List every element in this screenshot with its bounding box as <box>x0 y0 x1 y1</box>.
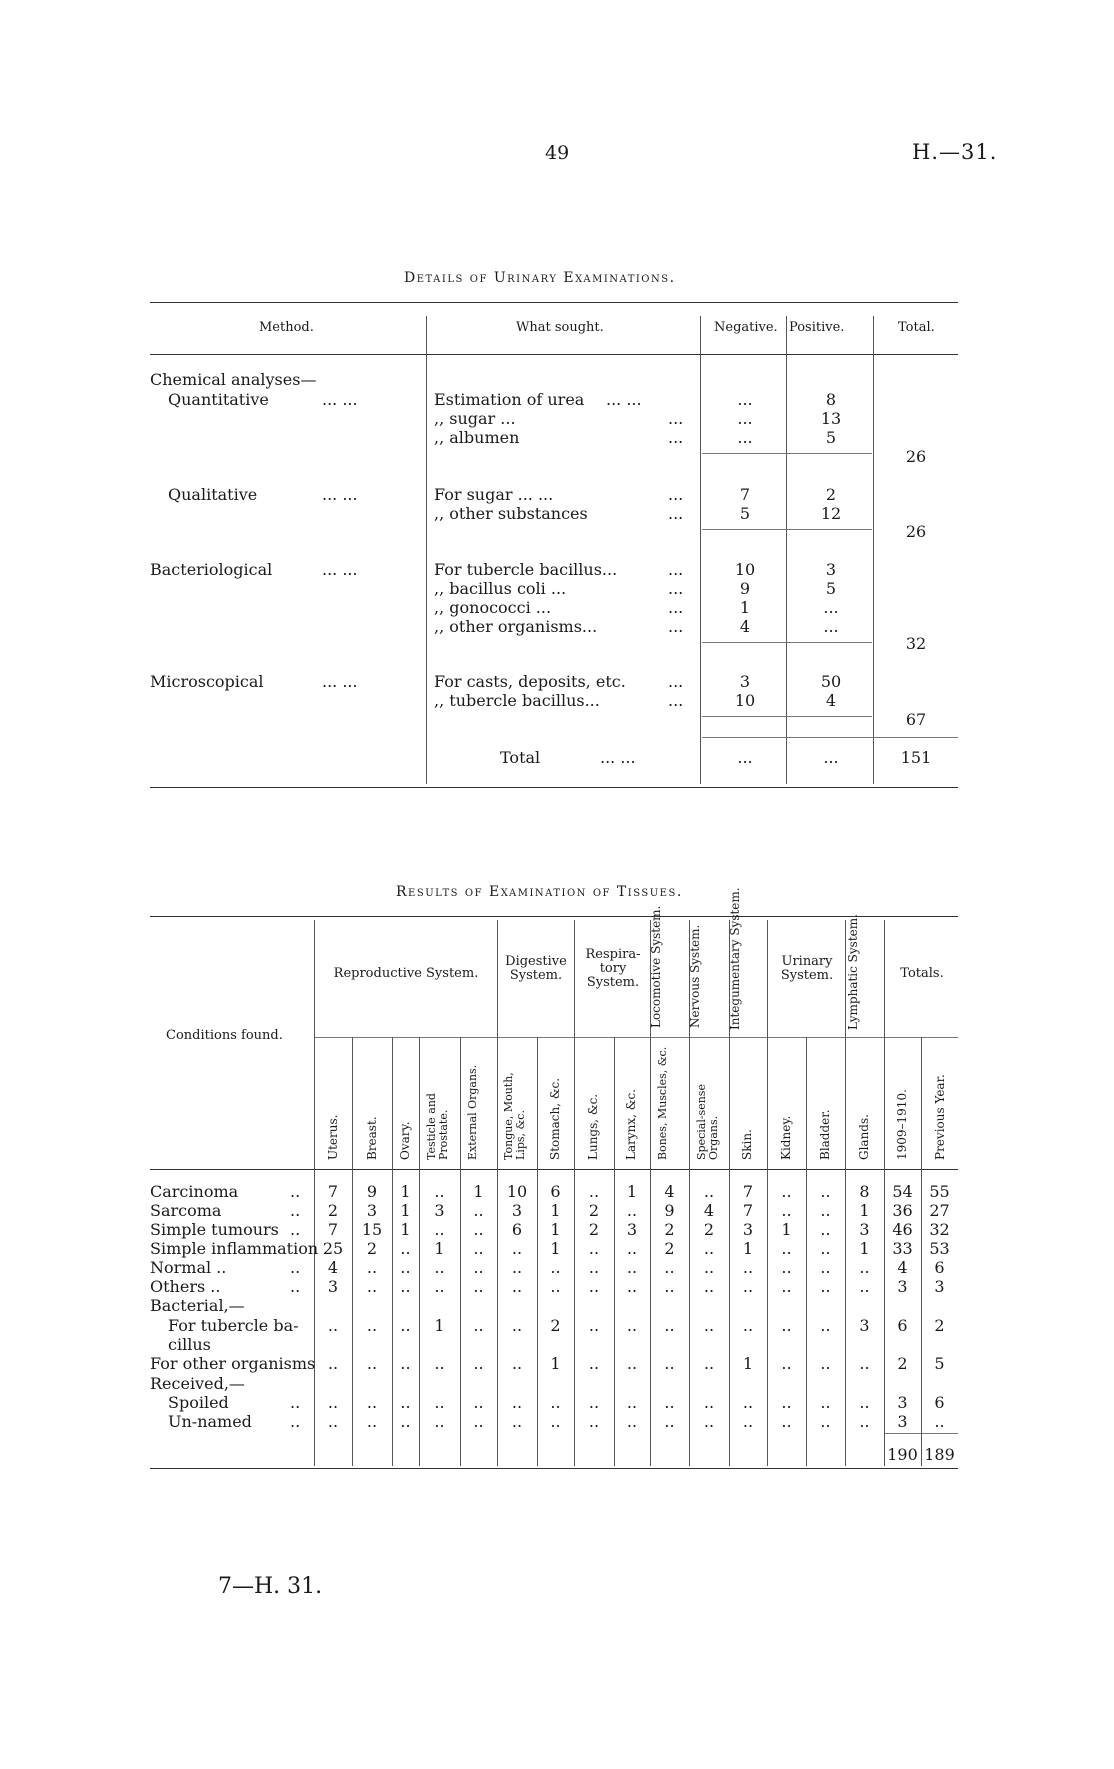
table-cell: 4 <box>327 1258 339 1277</box>
table-cell: 2 <box>550 1316 561 1335</box>
table-cell: .. <box>703 1258 715 1277</box>
table-cell: .. <box>781 1258 792 1277</box>
table-cell: 6 <box>550 1182 561 1201</box>
table-cell: 7 <box>327 1220 339 1239</box>
table-cell: .. <box>781 1182 792 1201</box>
table-cell: .. <box>400 1239 411 1258</box>
table-cell: .. <box>626 1277 638 1296</box>
leader-dots: ... <box>668 409 684 428</box>
leader-dots: ... <box>668 617 684 636</box>
what-sought: For casts, deposits, etc. <box>434 672 626 691</box>
table-cell: .. <box>934 1412 945 1431</box>
table-cell: 6 <box>897 1316 908 1335</box>
table-cell: .. <box>626 1201 638 1220</box>
leader-dots: ... ... <box>322 390 358 409</box>
positive-value: 3 <box>825 560 837 579</box>
column-header: Testicle and Prostate. <box>425 1093 450 1160</box>
table-cell: .. <box>820 1393 831 1412</box>
what-sought: ,, tubercle bacillus... <box>434 691 600 710</box>
leader-dots: ... ... <box>322 560 358 579</box>
table-cell: .. <box>434 1412 445 1431</box>
table-cell: .. <box>664 1258 675 1277</box>
table-cell: .. <box>664 1354 675 1373</box>
table-cell: .. <box>626 1354 638 1373</box>
table-cell: 1 <box>434 1239 445 1258</box>
table-cell: 2 <box>897 1354 908 1373</box>
table-cell: 2 <box>588 1220 600 1239</box>
table-cell: 1 <box>550 1201 561 1220</box>
table-cell: .. <box>473 1201 484 1220</box>
method-label: Qualitative <box>168 485 258 504</box>
leader-dots: .. <box>290 1220 301 1239</box>
table-cell: 5 <box>934 1354 945 1373</box>
table-cell: .. <box>664 1412 675 1431</box>
table-cell: .. <box>820 1239 831 1258</box>
header-conditions-found: Conditions found. <box>166 1028 283 1043</box>
table-cell: .. <box>742 1277 754 1296</box>
leader-dots: .. <box>290 1201 301 1220</box>
method-label: Quantitative <box>168 390 269 409</box>
table-cell: .. <box>703 1412 715 1431</box>
table-cell: 1 <box>781 1220 792 1239</box>
what-sought: ,, gonococci ... <box>434 598 552 617</box>
leader-dots: ... <box>668 579 684 598</box>
table-cell: 1 <box>742 1239 754 1258</box>
table-cell: .. <box>626 1316 638 1335</box>
positive-value: 2 <box>825 485 837 504</box>
what-sought: ,, albumen <box>434 428 520 447</box>
table-cell: .. <box>781 1354 792 1373</box>
column-header: Glands. <box>857 1114 871 1160</box>
table-cell: .. <box>588 1412 600 1431</box>
leader-dots: ... <box>668 485 684 504</box>
group-total: 32 <box>905 634 927 653</box>
table-cell: 1 <box>742 1354 754 1373</box>
negative-value: 4 <box>739 617 751 636</box>
table-cell: .. <box>820 1220 831 1239</box>
positive-value: 8 <box>825 390 837 409</box>
table-cell: 2 <box>588 1201 600 1220</box>
table-cell: .. <box>820 1182 831 1201</box>
group-reproductive: Reproductive System. <box>333 966 479 981</box>
group-total: 67 <box>905 710 927 729</box>
negative-value: ... <box>737 428 753 447</box>
table-cell: 7 <box>327 1182 339 1201</box>
table-cell: 1 <box>473 1182 484 1201</box>
table-cell: 1 <box>550 1239 561 1258</box>
table-cell: .. <box>703 1316 715 1335</box>
what-sought: For sugar ... ... <box>434 485 554 504</box>
table-cell: .. <box>859 1277 870 1296</box>
table-cell: .. <box>473 1239 484 1258</box>
negative-value: 10 <box>734 560 756 579</box>
negative-value: 3 <box>739 672 751 691</box>
table-cell: 46 <box>892 1220 913 1239</box>
table-cell: 1 <box>400 1220 411 1239</box>
table-cell: .. <box>859 1412 870 1431</box>
condition-label: Carcinoma <box>150 1182 239 1201</box>
table-cell: 3 <box>897 1412 908 1431</box>
table-cell: 1 <box>626 1182 638 1201</box>
negative-value: 5 <box>739 504 751 523</box>
table-cell: 10 <box>506 1182 528 1201</box>
table-cell: 1 <box>550 1354 561 1373</box>
column-header: Kidney. <box>779 1115 793 1160</box>
column-header: Special-sense Organs. <box>695 1084 720 1160</box>
table-cell: .. <box>820 1412 831 1431</box>
table-cell: .. <box>400 1316 411 1335</box>
positive-value: 5 <box>825 579 837 598</box>
table-cell: .. <box>400 1258 411 1277</box>
table-cell: .. <box>366 1354 378 1373</box>
table-cell: .. <box>742 1393 754 1412</box>
negative-value: 10 <box>734 691 756 710</box>
group-totals: Totals. <box>900 966 944 981</box>
table-cell: .. <box>550 1258 561 1277</box>
table-cell: 3 <box>511 1201 523 1220</box>
document-reference: H.—31. <box>912 140 998 164</box>
condition-label: For other organisms <box>150 1354 316 1373</box>
table-cell: .. <box>820 1354 831 1373</box>
header-positive: Positive. <box>789 320 845 335</box>
table-cell: 1 <box>434 1316 445 1335</box>
condition-label: Sarcoma <box>150 1201 222 1220</box>
table-cell: .. <box>781 1277 792 1296</box>
table-cell: .. <box>366 1412 378 1431</box>
condition-label: Spoiled <box>168 1393 229 1412</box>
table-cell: .. <box>664 1393 675 1412</box>
what-sought: ,, bacillus coli ... <box>434 579 567 598</box>
leader-dots: .. <box>290 1182 301 1201</box>
column-header: Larynx, &c. <box>624 1089 638 1160</box>
table-cell: .. <box>820 1201 831 1220</box>
positive-value: 4 <box>825 691 837 710</box>
condition-label: Bacterial,— <box>150 1296 245 1315</box>
what-sought: Estimation of urea <box>434 390 585 409</box>
table-cell: 3 <box>434 1201 445 1220</box>
table-cell: .. <box>742 1412 754 1431</box>
what-sought: ,, other organisms... <box>434 617 598 636</box>
grand-total-label: Total <box>500 748 541 767</box>
table-cell: .. <box>327 1316 339 1335</box>
table-cell: 4 <box>703 1201 715 1220</box>
table-cell: 33 <box>892 1239 913 1258</box>
group-respiratory: Respira- tory System. <box>585 947 641 990</box>
group-urinary: Urinary System. <box>780 954 834 983</box>
table-cell: 3 <box>897 1393 908 1412</box>
table-cell: .. <box>327 1412 339 1431</box>
table-cell: .. <box>626 1239 638 1258</box>
table-cell: .. <box>327 1393 339 1412</box>
leader-dots: ... ... <box>322 672 358 691</box>
table-cell: .. <box>588 1316 600 1335</box>
table-cell: 2 <box>327 1201 339 1220</box>
table-cell: .. <box>400 1393 411 1412</box>
group-lymphatic: Lymphatic System. <box>846 914 860 1030</box>
table-cell: 7 <box>742 1201 754 1220</box>
column-header: Previous Year. <box>933 1074 947 1160</box>
leader-dots: .. <box>290 1258 301 1277</box>
table-cell: .. <box>588 1277 600 1296</box>
footer-reference: 7—H. 31. <box>218 1574 323 1599</box>
header-what-sought: What sought. <box>516 320 604 335</box>
table-cell: .. <box>473 1393 484 1412</box>
table-cell: 2 <box>703 1220 715 1239</box>
table-cell: 27 <box>929 1201 950 1220</box>
leader-dots: ... <box>668 672 684 691</box>
table-cell: .. <box>781 1393 792 1412</box>
leader-dots: ... ... <box>322 485 358 504</box>
grand-total-previous: 189 <box>924 1445 955 1464</box>
table-cell: 4 <box>897 1258 908 1277</box>
leader-dots: ... ... <box>600 748 636 767</box>
table-cell: 32 <box>929 1220 950 1239</box>
table-cell: .. <box>781 1316 792 1335</box>
column-header: External Organs. <box>466 1064 479 1160</box>
table-cell: .. <box>366 1277 378 1296</box>
table-cell: .. <box>366 1316 378 1335</box>
table-cell: .. <box>703 1182 715 1201</box>
positive-value: 12 <box>820 504 842 523</box>
table-cell: 6 <box>934 1258 945 1277</box>
table-cell: .. <box>588 1258 600 1277</box>
grand-total-current: 190 <box>887 1445 918 1464</box>
header-method: Method. <box>259 320 314 335</box>
condition-label: Simple inflammation <box>150 1239 319 1258</box>
negative-value: 1 <box>739 598 751 617</box>
table-cell: .. <box>588 1239 600 1258</box>
column-header: Bones, Muscles, &c. <box>656 1046 669 1160</box>
table-cell: .. <box>781 1412 792 1431</box>
table-cell: 55 <box>929 1182 950 1201</box>
table-cell: .. <box>588 1182 600 1201</box>
table-cell: .. <box>473 1354 484 1373</box>
table-cell: .. <box>473 1258 484 1277</box>
positive-value: 50 <box>820 672 842 691</box>
table-cell: .. <box>703 1354 715 1373</box>
group-locomotive: Locomotive System. <box>649 905 663 1028</box>
column-header: Skin. <box>740 1129 754 1160</box>
table-cell: .. <box>703 1239 715 1258</box>
table-cell: .. <box>434 1354 445 1373</box>
table-cell: 3 <box>897 1277 908 1296</box>
table-cell: .. <box>550 1393 561 1412</box>
table-cell: 9 <box>664 1201 675 1220</box>
condition-label: Others .. <box>150 1277 221 1296</box>
table-cell: .. <box>550 1412 561 1431</box>
column-header: Lungs, &c. <box>586 1093 600 1160</box>
table-cell: 9 <box>366 1182 378 1201</box>
table-cell: 3 <box>742 1220 754 1239</box>
table-cell: 2 <box>664 1220 675 1239</box>
positive-value: ... <box>823 617 839 636</box>
leader-dots: ... <box>668 691 684 710</box>
column-header: Stomach, &c. <box>548 1077 562 1160</box>
positive-value: 13 <box>820 409 842 428</box>
negative-value: ... <box>737 748 753 767</box>
table-cell: .. <box>703 1277 715 1296</box>
column-header: Tongue, Mouth, Lips, &c. <box>502 1072 527 1160</box>
table-cell: .. <box>588 1354 600 1373</box>
table-cell: 2 <box>934 1316 945 1335</box>
table-cell: .. <box>434 1220 445 1239</box>
table-cell: 3 <box>934 1277 945 1296</box>
table-cell: .. <box>664 1316 675 1335</box>
table-cell: 3 <box>626 1220 638 1239</box>
column-header: Ovary. <box>398 1121 412 1160</box>
leader-dots: ... <box>668 428 684 447</box>
leader-dots: ... ... <box>606 390 642 409</box>
method-label: Bacteriological <box>150 560 273 579</box>
tissues-table-title: Results of Examination of Tissues. <box>396 884 683 900</box>
table-cell: .. <box>511 1239 523 1258</box>
table-cell: 54 <box>892 1182 913 1201</box>
table-cell: .. <box>473 1220 484 1239</box>
table-cell: .. <box>473 1316 484 1335</box>
table-cell: .. <box>781 1239 792 1258</box>
table-cell: .. <box>820 1277 831 1296</box>
what-sought: ,, other substances <box>434 504 588 523</box>
urinary-table-title: Details of Urinary Examinations. <box>404 270 676 286</box>
group-nervous: Nervous System. <box>688 924 702 1028</box>
table-cell: 7 <box>742 1182 754 1201</box>
table-cell: .. <box>366 1393 378 1412</box>
table-cell: 1 <box>859 1201 870 1220</box>
column-header: Uterus. <box>326 1114 340 1160</box>
table-cell: .. <box>511 1316 523 1335</box>
what-sought: For tubercle bacillus... <box>434 560 618 579</box>
table-cell: .. <box>434 1277 445 1296</box>
table-cell: .. <box>511 1258 523 1277</box>
condition-label: Received,— <box>150 1374 245 1393</box>
positive-value: 5 <box>825 428 837 447</box>
column-header: Bladder. <box>818 1109 832 1160</box>
group-total: 26 <box>905 522 927 541</box>
table-cell: 1 <box>859 1239 870 1258</box>
leader-dots: .. <box>290 1277 301 1296</box>
table-cell: .. <box>400 1354 411 1373</box>
what-sought: ,, sugar ... <box>434 409 516 428</box>
negative-value: ... <box>737 409 753 428</box>
method-label: Microscopical <box>150 672 264 691</box>
method-heading: Chemical analyses— <box>150 370 317 389</box>
table-cell: 3 <box>366 1201 378 1220</box>
table-cell: .. <box>781 1201 792 1220</box>
condition-label: Un-named <box>168 1412 252 1431</box>
table-cell: .. <box>664 1277 675 1296</box>
table-cell: .. <box>588 1393 600 1412</box>
leader-dots: ... <box>668 504 684 523</box>
table-cell: 4 <box>664 1182 675 1201</box>
condition-label: Normal .. <box>150 1258 227 1277</box>
column-header: 1909–1910. <box>895 1089 909 1160</box>
table-cell: .. <box>434 1258 445 1277</box>
header-total: Total. <box>898 320 935 335</box>
table-cell: .. <box>820 1258 831 1277</box>
table-cell: 1 <box>400 1201 411 1220</box>
table-cell: .. <box>859 1258 870 1277</box>
leader-dots: ... <box>668 598 684 617</box>
group-integumentary: Integumentary System. <box>728 887 742 1030</box>
table-cell: 1 <box>400 1182 411 1201</box>
page-number: 49 <box>545 142 570 164</box>
table-cell: 6 <box>511 1220 523 1239</box>
condition-label: Simple tumours <box>150 1220 279 1239</box>
table-cell: .. <box>473 1277 484 1296</box>
negative-value: ... <box>737 390 753 409</box>
grand-total-value: 151 <box>900 748 932 767</box>
table-cell: .. <box>473 1412 484 1431</box>
table-cell: 2 <box>366 1239 378 1258</box>
group-digestive: Digestive System. <box>505 954 567 983</box>
table-cell: .. <box>703 1393 715 1412</box>
table-cell: .. <box>511 1393 523 1412</box>
positive-value: ... <box>823 598 839 617</box>
leader-dots: ... <box>668 560 684 579</box>
table-cell: 3 <box>859 1220 870 1239</box>
table-cell: .. <box>859 1393 870 1412</box>
group-total: 26 <box>905 447 927 466</box>
table-cell: .. <box>434 1182 445 1201</box>
table-cell: .. <box>511 1354 523 1373</box>
table-cell: .. <box>742 1258 754 1277</box>
table-cell: 25 <box>322 1239 344 1258</box>
table-cell: .. <box>859 1354 870 1373</box>
header-negative: Negative. <box>714 320 778 335</box>
table-cell: 3 <box>859 1316 870 1335</box>
table-cell: .. <box>626 1412 638 1431</box>
negative-value: 7 <box>739 485 751 504</box>
table-cell: 53 <box>929 1239 950 1258</box>
positive-value: ... <box>823 748 839 767</box>
condition-label: For tubercle ba- cillus <box>168 1316 299 1354</box>
table-cell: 15 <box>361 1220 383 1239</box>
table-cell: 1 <box>550 1220 561 1239</box>
table-cell: .. <box>327 1354 339 1373</box>
leader-dots: .. <box>290 1412 301 1431</box>
negative-value: 9 <box>739 579 751 598</box>
table-cell: .. <box>366 1258 378 1277</box>
column-header: Breast. <box>365 1116 379 1160</box>
leader-dots: .. <box>290 1393 301 1412</box>
table-cell: .. <box>511 1412 523 1431</box>
table-cell: .. <box>550 1277 561 1296</box>
table-cell: 3 <box>327 1277 339 1296</box>
table-cell: .. <box>400 1412 411 1431</box>
table-cell: 2 <box>664 1239 675 1258</box>
table-cell: .. <box>511 1277 523 1296</box>
table-cell: .. <box>400 1277 411 1296</box>
table-cell: .. <box>820 1316 831 1335</box>
table-cell: 6 <box>934 1393 945 1412</box>
table-cell: .. <box>626 1258 638 1277</box>
table-cell: .. <box>434 1393 445 1412</box>
table-cell: .. <box>626 1393 638 1412</box>
table-cell: 36 <box>892 1201 913 1220</box>
table-cell: .. <box>742 1316 754 1335</box>
table-cell: 8 <box>859 1182 870 1201</box>
